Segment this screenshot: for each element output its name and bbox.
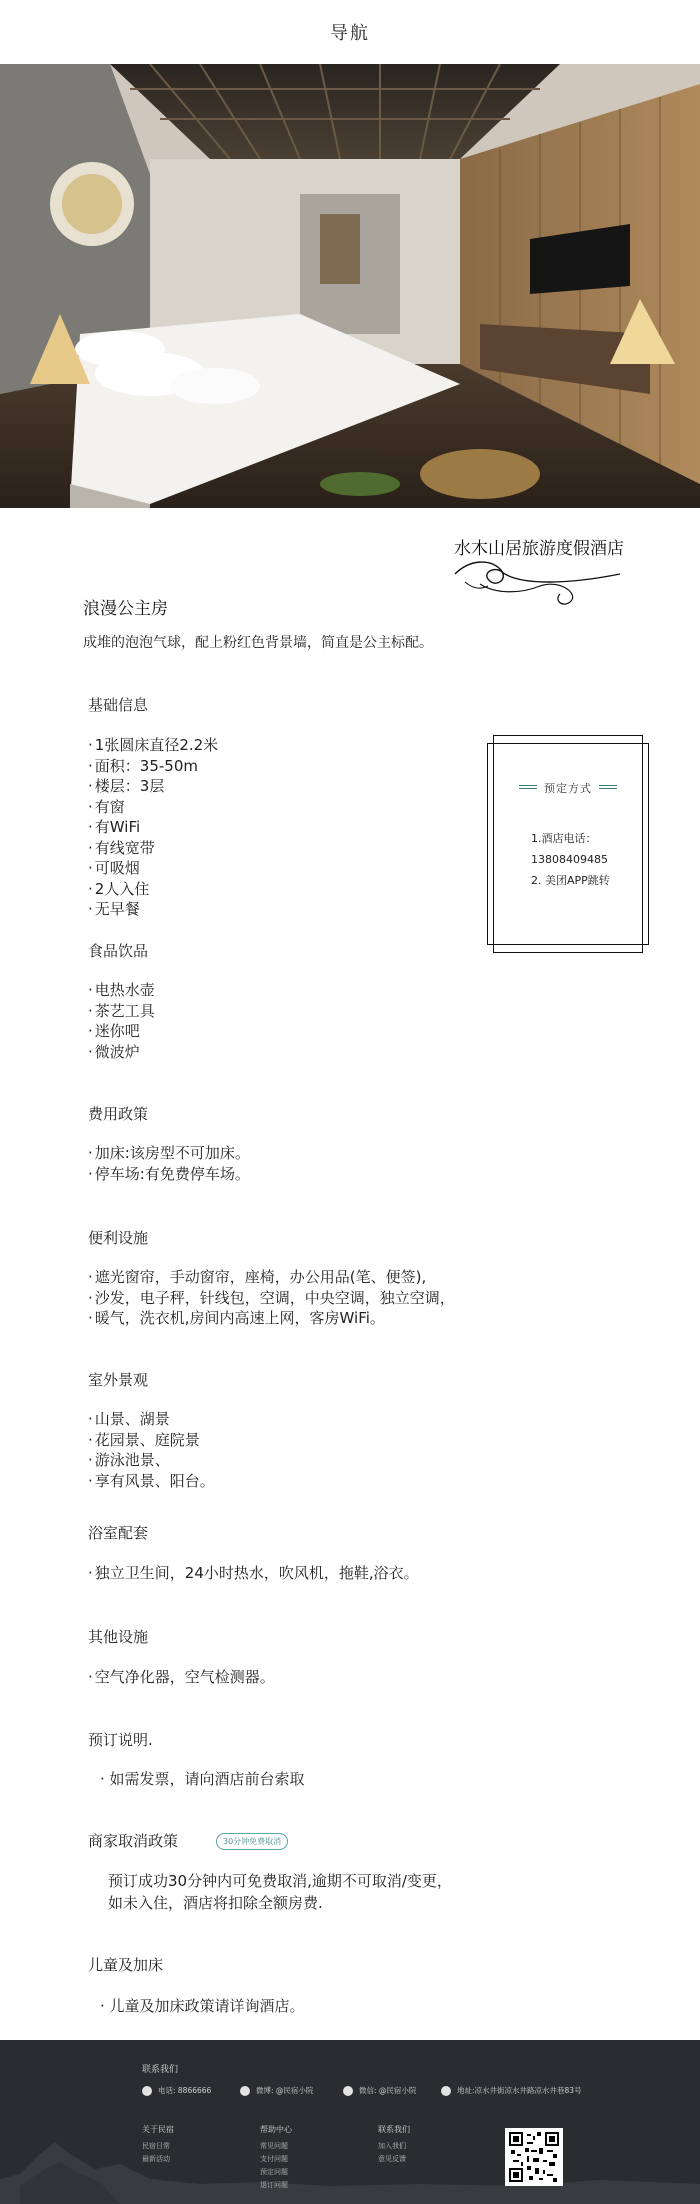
list-item: · 电热水壶 — [88, 980, 155, 1001]
hero-room-image — [0, 64, 700, 508]
list-item: · 独立卫生间，24小时热水，吹风机，拖鞋,浴衣。 — [88, 1563, 419, 1584]
footer-link[interactable]: 民宿日常 — [142, 2142, 170, 2150]
top-nav-bar — [0, 0, 700, 64]
booking-info — [531, 828, 610, 891]
hotel-name: 水木山居旅游度假酒店 — [454, 539, 624, 559]
hotel-brand-logo — [450, 534, 700, 614]
list-item: · 面积：35-50m — [88, 756, 218, 777]
section-title-facilities: 便利设施 — [88, 1229, 149, 1247]
footer-link[interactable]: 常见问题 — [260, 2142, 288, 2150]
list-item: · 享有风景、阳台。 — [88, 1471, 215, 1492]
cancel-policy-line1: 预订成功30分钟内可免费取消,逾期不可取消/变更， — [108, 1872, 452, 1890]
booking-phone-number[interactable]: 13808409485 — [531, 853, 608, 866]
facilities-list — [88, 1267, 455, 1329]
footer-weibo[interactable] — [240, 2085, 313, 2096]
children-policy-text: · 儿童及加床政策请详询酒店。 — [100, 1997, 305, 2015]
ornament-flourish-icon — [450, 554, 630, 614]
footer-address — [441, 2085, 582, 2096]
footer-wechat-text: 微信: @民宿小院 — [359, 2086, 417, 2095]
list-item: · 无早餐 — [88, 899, 218, 920]
section-title-other: 其他设施 — [88, 1628, 149, 1646]
footer-link[interactable]: 退订问题 — [260, 2181, 288, 2189]
list-item: · 茶艺工具 — [88, 1001, 155, 1022]
free-cancel-badge: 30分钟免费取消 — [216, 1833, 288, 1850]
outdoor-list — [88, 1409, 215, 1491]
section-title-booking-note: 预订说明. — [88, 1731, 153, 1749]
footer-link[interactable]: 最新活动 — [142, 2155, 170, 2163]
booking-title: 预定方式 — [544, 782, 592, 795]
footer-col-help-title: 帮助中心 — [260, 2125, 292, 2134]
footer-link[interactable]: 意见反馈 — [378, 2155, 406, 2163]
qr-code-icon — [505, 2128, 563, 2186]
section-title-bathroom: 浴室配套 — [88, 1524, 149, 1542]
phone-icon — [142, 2086, 152, 2096]
list-item: · 微波炉 — [88, 1042, 155, 1063]
section-title-outdoor: 室外景观 — [88, 1371, 149, 1389]
section-title-basic-info: 基础信息 — [88, 696, 149, 714]
footer-skyline-icon — [0, 2134, 700, 2204]
footer-col-contact-title: 联系我们 — [378, 2125, 410, 2134]
booking-meituan-link[interactable]: 2. 美团APP跳转 — [531, 874, 610, 887]
footer-phone-text: 电话: 8866666 — [158, 2086, 212, 2095]
list-item: · 游泳池景、 — [88, 1450, 215, 1471]
list-item: · 停车场:有免费停车场。 — [88, 1164, 250, 1185]
list-item: · 暖气，洗衣机,房间内高速上网，客房WiFi。 — [88, 1308, 455, 1329]
wechat-icon — [343, 2086, 353, 2096]
booking-note-text: · 如需发票，请向酒店前台索取 — [100, 1770, 305, 1788]
list-item: · 楼层：3层 — [88, 776, 218, 797]
footer-col-about-title: 关于民宿 — [142, 2125, 174, 2134]
list-item: · 加床:该房型不可加床。 — [88, 1143, 250, 1164]
list-item: · 花园景、庭院景 — [88, 1430, 215, 1451]
fees-list — [88, 1143, 250, 1184]
basic-info-list — [88, 735, 218, 920]
list-item: · 1张圆床直径2.2米 — [88, 735, 218, 756]
list-item: · 有WiFi — [88, 817, 218, 838]
room-description: 成堆的泡泡气球，配上粉红色背景墙，简直是公主标配。 — [83, 635, 433, 651]
section-title-cancel-policy: 商家取消政策 — [88, 1832, 179, 1850]
room-title: 浪漫公主房 — [83, 599, 168, 619]
footer-link[interactable]: 预定问题 — [260, 2168, 288, 2176]
footer — [0, 2040, 700, 2204]
list-item: · 遮光窗帘，手动窗帘，座椅，办公用品(笔、便签), — [88, 1267, 455, 1288]
other-list — [88, 1667, 275, 1688]
booking-method-box — [487, 735, 649, 953]
list-item: · 可吸烟 — [88, 858, 218, 879]
list-item: · 山景、湖景 — [88, 1409, 215, 1430]
footer-link[interactable]: 加入我们 — [378, 2142, 406, 2150]
footer-phone[interactable] — [142, 2085, 211, 2096]
footer-wechat[interactable] — [343, 2085, 416, 2096]
footer-col-help — [260, 2140, 288, 2192]
footer-link[interactable]: 支付问题 — [260, 2155, 288, 2163]
section-title-food: 食品饮品 — [88, 942, 149, 960]
cancel-policy-line2: 如未入住，酒店将扣除全额房费. — [108, 1894, 323, 1912]
nav-title[interactable]: 导航 — [330, 23, 370, 44]
bathroom-list — [88, 1563, 419, 1584]
list-item: · 有线宽带 — [88, 838, 218, 859]
list-item: · 2人入住 — [88, 879, 218, 900]
footer-contact-title: 联系我们 — [142, 2065, 179, 2075]
footer-address-text: 地址:凉水井街凉水井路凉水井巷83号 — [457, 2086, 582, 2095]
food-list — [88, 980, 155, 1062]
footer-weibo-text: 微博: @民宿小院 — [256, 2086, 314, 2095]
section-title-fees: 费用政策 — [88, 1105, 149, 1123]
section-title-children: 儿童及加床 — [88, 1956, 164, 1974]
list-item: · 迷你吧 — [88, 1021, 155, 1042]
footer-col-contact — [378, 2140, 406, 2166]
list-item: · 沙发，电子秤，针线包，空调，中央空调，独立空调， — [88, 1288, 455, 1309]
booking-phone-label: 1.酒店电话： — [531, 832, 597, 845]
location-pin-icon — [441, 2086, 451, 2096]
weibo-icon — [240, 2086, 250, 2096]
footer-col-about — [142, 2140, 170, 2166]
list-item: · 有窗 — [88, 797, 218, 818]
list-item: · 空气净化器，空气检测器。 — [88, 1667, 275, 1688]
